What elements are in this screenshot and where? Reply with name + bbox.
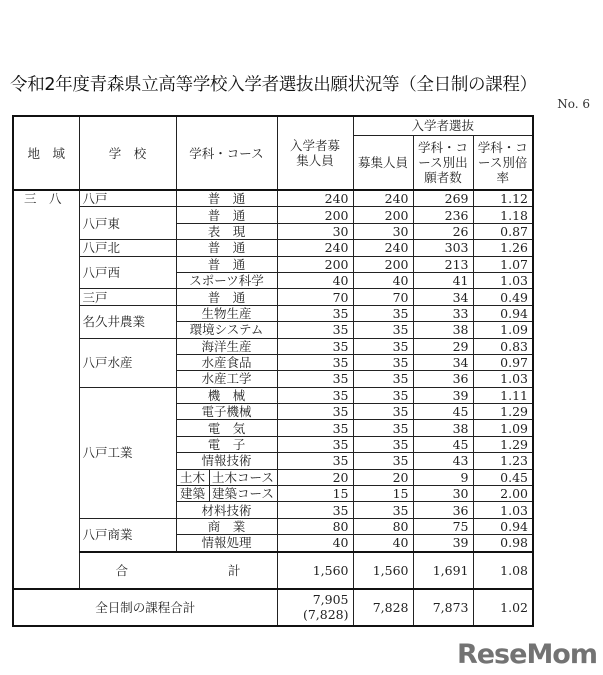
table-row: [13, 289, 533, 305]
capacity-cell: 30: [277, 223, 353, 239]
capacity-cell: 240: [277, 190, 353, 207]
course-cell: 普 通: [176, 190, 277, 207]
applicants-cell: 41: [413, 272, 473, 288]
applicants-cell: 29: [413, 338, 473, 354]
capacity-cell: 35: [277, 453, 353, 469]
selection-capacity-cell: 200: [353, 256, 413, 272]
selection-capacity-cell: 35: [353, 502, 413, 518]
grand-total-capacity-note: (7,828): [302, 607, 349, 623]
capacity-cell: 35: [277, 354, 353, 370]
watermark-logo: [457, 639, 597, 670]
grand-total-selection-capacity: 7,828: [353, 589, 413, 626]
region-cell: 三 八: [13, 190, 79, 589]
applicants-cell: 34: [413, 289, 473, 305]
ratio-cell: 1.18: [473, 207, 533, 223]
course-cell: 電 気: [176, 420, 277, 436]
table-row: [13, 256, 533, 272]
selection-capacity-cell: 240: [353, 240, 413, 256]
applicants-cell: 30: [413, 486, 473, 502]
selection-capacity-cell: 35: [353, 404, 413, 420]
ratio-cell: 0.45: [473, 469, 533, 485]
header-ratio: 学科・コース別倍率: [473, 135, 533, 190]
course-cell: 環境システム: [176, 322, 277, 338]
applicants-cell: 45: [413, 404, 473, 420]
table-row: [13, 240, 533, 256]
ratio-cell: 1.29: [473, 436, 533, 452]
capacity-cell: 240: [277, 240, 353, 256]
page-number: No. 6: [557, 97, 590, 111]
subtotal-ratio: 1.08: [473, 552, 533, 589]
selection-capacity-cell: 40: [353, 272, 413, 288]
applicants-cell: 213: [413, 256, 473, 272]
selection-capacity-cell: 35: [353, 305, 413, 321]
page-title: 令和2年度青森県立高等学校入学者選抜出願状況等（全日制の課程）: [10, 75, 537, 95]
course-cell: 普 通: [176, 207, 277, 223]
subtotal-label-b: 計: [228, 563, 241, 579]
applicants-cell: 38: [413, 420, 473, 436]
subtotal-applicants: 1,691: [413, 552, 473, 589]
selection-capacity-cell: 70: [353, 289, 413, 305]
selection-capacity-cell: 80: [353, 518, 413, 534]
capacity-cell: 35: [277, 371, 353, 387]
applicants-cell: 236: [413, 207, 473, 223]
course-cell: 商 業: [176, 518, 277, 534]
header-course: 学科・コース: [176, 116, 277, 190]
capacity-cell: 35: [277, 387, 353, 403]
ratio-cell: 1.23: [473, 453, 533, 469]
ratio-cell: 1.07: [473, 256, 533, 272]
selection-capacity-cell: 20: [353, 469, 413, 485]
ratio-cell: 0.98: [473, 535, 533, 552]
applicants-cell: 36: [413, 502, 473, 518]
applicants-cell: 9: [413, 469, 473, 485]
ratio-cell: 0.97: [473, 354, 533, 370]
subtotal-label-a: 合: [115, 563, 128, 579]
selection-capacity-cell: 35: [353, 338, 413, 354]
course-cell: 普 通: [176, 240, 277, 256]
school-cell: 八戸西: [79, 256, 176, 289]
ratio-cell: 1.29: [473, 404, 533, 420]
table-row: [13, 207, 533, 223]
selection-capacity-cell: 35: [353, 436, 413, 452]
capacity-cell: 35: [277, 502, 353, 518]
applicants-cell: 43: [413, 453, 473, 469]
course-cell: 生物生産: [176, 305, 277, 321]
capacity-cell: 35: [277, 338, 353, 354]
selection-capacity-cell: 35: [353, 371, 413, 387]
course-group-cell: 建築: [177, 486, 210, 501]
ratio-cell: 1.03: [473, 502, 533, 518]
course-cell: 情報技術: [176, 453, 277, 469]
applicants-cell: 269: [413, 190, 473, 207]
applicants-cell: 303: [413, 240, 473, 256]
selection-capacity-cell: 200: [353, 207, 413, 223]
course-cell: スポーツ科学: [176, 272, 277, 288]
applicants-cell: 38: [413, 322, 473, 338]
applicants-cell: 39: [413, 535, 473, 552]
table-row: [13, 305, 533, 321]
applicants-cell: 45: [413, 436, 473, 452]
grand-total-applicants: 7,873: [413, 589, 473, 626]
course-cell: 機 械: [176, 387, 277, 403]
grand-total-row: [13, 589, 533, 626]
subtotal-selection-capacity: 1,560: [353, 552, 413, 589]
applicants-cell: 26: [413, 223, 473, 239]
capacity-cell: 35: [277, 305, 353, 321]
capacity-cell: 15: [277, 486, 353, 502]
school-cell: 八戸工業: [79, 387, 176, 518]
course-cell: 電 子: [176, 436, 277, 452]
capacity-cell: 200: [277, 256, 353, 272]
selection-capacity-cell: 35: [353, 420, 413, 436]
subtotal-row: [13, 552, 533, 589]
ratio-cell: 0.94: [473, 518, 533, 534]
ratio-cell: 2.00: [473, 486, 533, 502]
course-cell: 普 通: [176, 289, 277, 305]
ratio-cell: 1.09: [473, 420, 533, 436]
ratio-cell: 1.03: [473, 371, 533, 387]
ratio-cell: 1.11: [473, 387, 533, 403]
grand-total-ratio: 1.02: [473, 589, 533, 626]
selection-capacity-cell: 35: [353, 387, 413, 403]
ratio-cell: 0.94: [473, 305, 533, 321]
school-cell: 名久井農業: [79, 305, 176, 338]
school-cell: 八戸水産: [79, 338, 176, 387]
selection-capacity-cell: 30: [353, 223, 413, 239]
header-selection-group: 入学者選抜: [353, 116, 533, 135]
subtotal-capacity: 1,560: [277, 552, 353, 589]
school-cell: 八戸東: [79, 207, 176, 240]
selection-capacity-cell: 35: [353, 453, 413, 469]
selection-capacity-cell: 35: [353, 354, 413, 370]
capacity-cell: 35: [277, 420, 353, 436]
capacity-cell: 200: [277, 207, 353, 223]
selection-capacity-cell: 40: [353, 535, 413, 552]
watermark-text: ReseMom: [456, 639, 597, 670]
capacity-cell: 20: [277, 469, 353, 485]
ratio-cell: 1.12: [473, 190, 533, 207]
table-row: [13, 338, 533, 354]
selection-capacity-cell: 240: [353, 190, 413, 207]
header-applicants: 学科・コース別出願者数: [413, 135, 473, 190]
capacity-cell: 35: [277, 404, 353, 420]
header-capacity: 入学者募集人員: [277, 116, 353, 190]
application-status-table: [12, 115, 534, 627]
school-cell: 八戸北: [79, 240, 176, 256]
ratio-cell: 0.49: [473, 289, 533, 305]
course-cell: 海洋生産: [176, 338, 277, 354]
course-cell: 建築コース: [212, 486, 274, 502]
course-cell: 土木コース: [212, 469, 274, 485]
capacity-cell: 35: [277, 322, 353, 338]
capacity-cell: 80: [277, 518, 353, 534]
table-row: [13, 518, 533, 534]
table-row: [13, 190, 533, 207]
header-selection-capacity: 募集人員: [353, 135, 413, 190]
course-cell: 情報処理: [176, 535, 277, 552]
ratio-cell: 0.83: [473, 338, 533, 354]
capacity-cell: 40: [277, 272, 353, 288]
header-school: 学 校: [79, 116, 176, 190]
applicants-cell: 34: [413, 354, 473, 370]
capacity-cell: 35: [277, 436, 353, 452]
school-cell: 八戸: [79, 190, 176, 207]
header-region: 地 域: [13, 116, 79, 190]
grand-total-capacity: [277, 589, 353, 626]
selection-capacity-cell: 15: [353, 486, 413, 502]
ratio-cell: 1.09: [473, 322, 533, 338]
course-group-cell: 土木: [177, 470, 210, 485]
course-cell: 電子機械: [176, 404, 277, 420]
subtotal-label: [79, 552, 277, 589]
grand-total-capacity-value: 7,905: [312, 592, 349, 608]
applicants-cell: 33: [413, 305, 473, 321]
school-cell: 三戸: [79, 289, 176, 305]
applicants-cell: 75: [413, 518, 473, 534]
course-cell: 水産工学: [176, 371, 277, 387]
grand-total-label: 全日制の課程合計: [13, 589, 277, 626]
course-cell: 表 現: [176, 223, 277, 239]
capacity-cell: 70: [277, 289, 353, 305]
course-cell: 普 通: [176, 256, 277, 272]
ratio-cell: 1.26: [473, 240, 533, 256]
course-cell: 水産食品: [176, 354, 277, 370]
selection-capacity-cell: 35: [353, 322, 413, 338]
applicants-cell: 39: [413, 387, 473, 403]
applicants-cell: 36: [413, 371, 473, 387]
capacity-cell: 40: [277, 535, 353, 552]
ratio-cell: 1.03: [473, 272, 533, 288]
course-cell: 材料技術: [176, 502, 277, 518]
table-row: [13, 387, 533, 403]
school-cell: 八戸商業: [79, 518, 176, 551]
ratio-cell: 0.87: [473, 223, 533, 239]
